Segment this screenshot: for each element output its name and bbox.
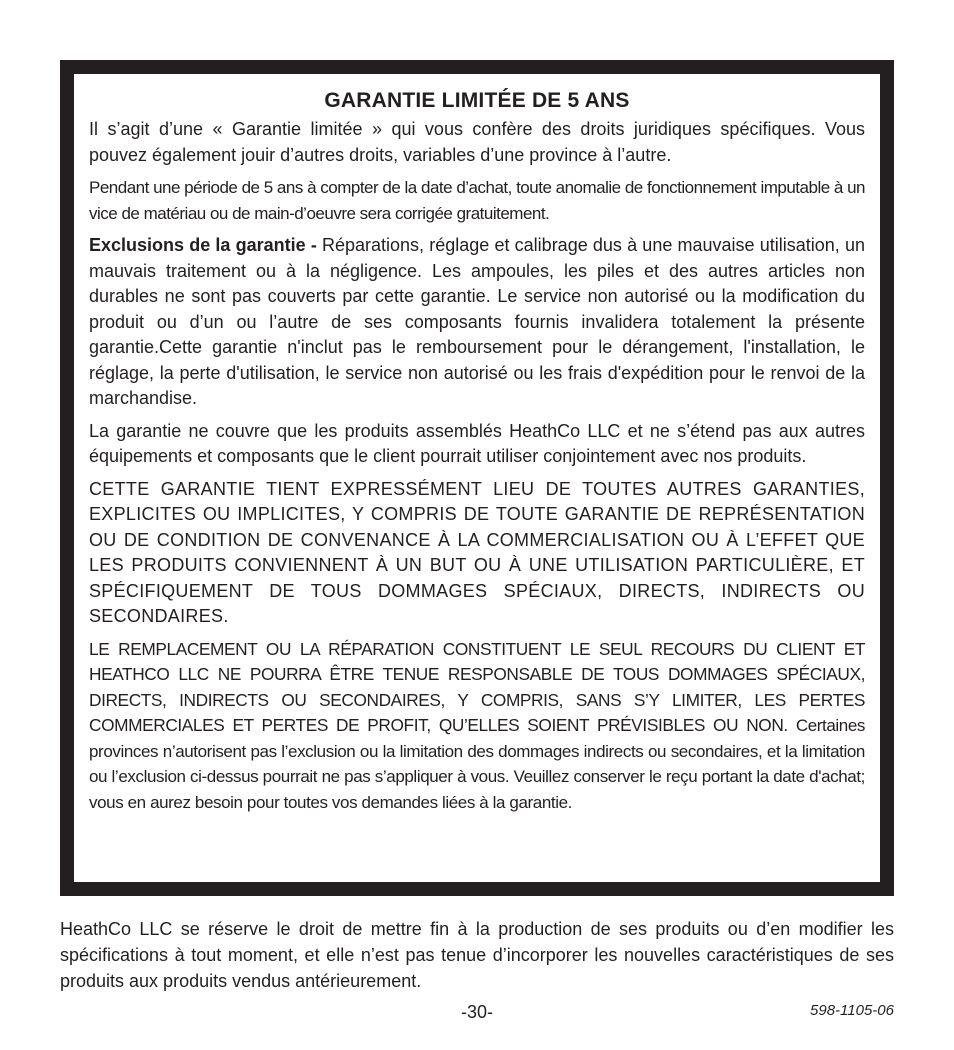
footer-note: HeathCo LLC se réserve le droit de mettre fin à la production de ses produits ou d’en modifier les spécifications à tout moment, et elle n’est pas tenue d’incorporer les nouvelles caractéristiques de ses produits aux produits vendus antérieurement. bbox=[60, 919, 894, 991]
warranty-period: Pendant une période de 5 ans à compter de la date d’achat, toute anomalie de fonctionnement imputable à un vice de matériau ou de main-d’oeuvre sera corrigée gratuitement. bbox=[89, 178, 865, 223]
warranty-content bbox=[89, 88, 865, 822]
exclusions-text: Réparations, réglage et calibrage dus à une mauvaise utilisation, un mauvais traitement ou à la négligence. Les ampoules, les piles et des autres articles non durables ne sont pas couverts par cette garantie. Le service non autorisé ou la modification du produit ou d’un ou l’autre de ses composants fournis invalidera totalement la présente garantie.Cette garantie n'inclut pas le remboursement pour le dérangement, l'installation, le réglage, la perte d'utilisation, le service non autorisé ou les frais d'expédition pour le renvoi de la marchandise. bbox=[89, 235, 865, 408]
remedy-text: Certaines provinces n’autorisent pas l’exclusion ou la limitation des dommages indirects ou secondaires, et la limitation ou l’exclusion ci-dessus pourrait ne pas s’appliquer à vous. Veuillez conserver le reçu portant la date d'achat; vous en aurez besoin pour toutes vos demandes liées à la garantie. bbox=[89, 716, 865, 812]
warranty-exclusions bbox=[89, 233, 865, 412]
exclusions-label: Exclusions de la garantie - bbox=[89, 235, 317, 255]
warranty-box bbox=[72, 72, 882, 884]
warranty-coverage: La garantie ne couvre que les produits assemblés HeathCo LLC et ne s’étend pas aux autres équipements et composants que le client pourrait utiliser conjointement avec nos produits. bbox=[89, 420, 865, 466]
remedy-caps-text: LE REMPLACEMENT OU LA RÉPARATION CONSTITUENT LE SEUL RECOURS DU CLIENT ET HEATHCO LLC NE POURRA ÊTRE TENUE RESPONSABLE DE TOUS DOMMAGES SPÉCIAUX, DIRECTS, INDIRECTS OU SECONDAIRES, Y COMPRIS, SANS S’Y LIMITER, LES PERTES COMMERCIALES ET PERTES DE PROFIT, QU’ELLES SOIENT PRÉVISIBLES OU NON. bbox=[89, 638, 865, 735]
warranty-express-disclaimer: CETTE GARANTIE TIENT EXPRESSÉMENT LIEU DE TOUTES AUTRES GARANTIES, EXPLICITES OU IMPLICITES, Y COMPRIS DE TOUTE GARANTIE DE REPRÉSENTATION OU DE CONDITION DE CONVENANCE À LA COMMERCIALISATION OU À L’EFFET QUE LES PRODUITS CONVIENNENT À UN BUT OU À UNE UTILISATION PARTICULIÈRE, ET SPÉCIFIQUEMENT DE TOUS DOMMAGES SPÉCIAUX, DIRECTS, INDIRECTS OU SECONDAIRES. bbox=[89, 478, 865, 626]
warranty-remedy bbox=[89, 637, 865, 816]
warranty-title: GARANTIE LIMITÉE DE 5 ANS bbox=[324, 89, 630, 112]
page-number: -30- bbox=[460, 1002, 493, 1022]
warranty-frame bbox=[60, 60, 894, 896]
warranty-intro: Il s’agit d’une « Garantie limitée » qui vous confère des droits juridiques spécifiques. Vous pouvez également jouir d’autres droits, variables d’une province à l’autre. bbox=[89, 119, 865, 165]
document-code: 598-1105-06 bbox=[810, 1002, 894, 1019]
